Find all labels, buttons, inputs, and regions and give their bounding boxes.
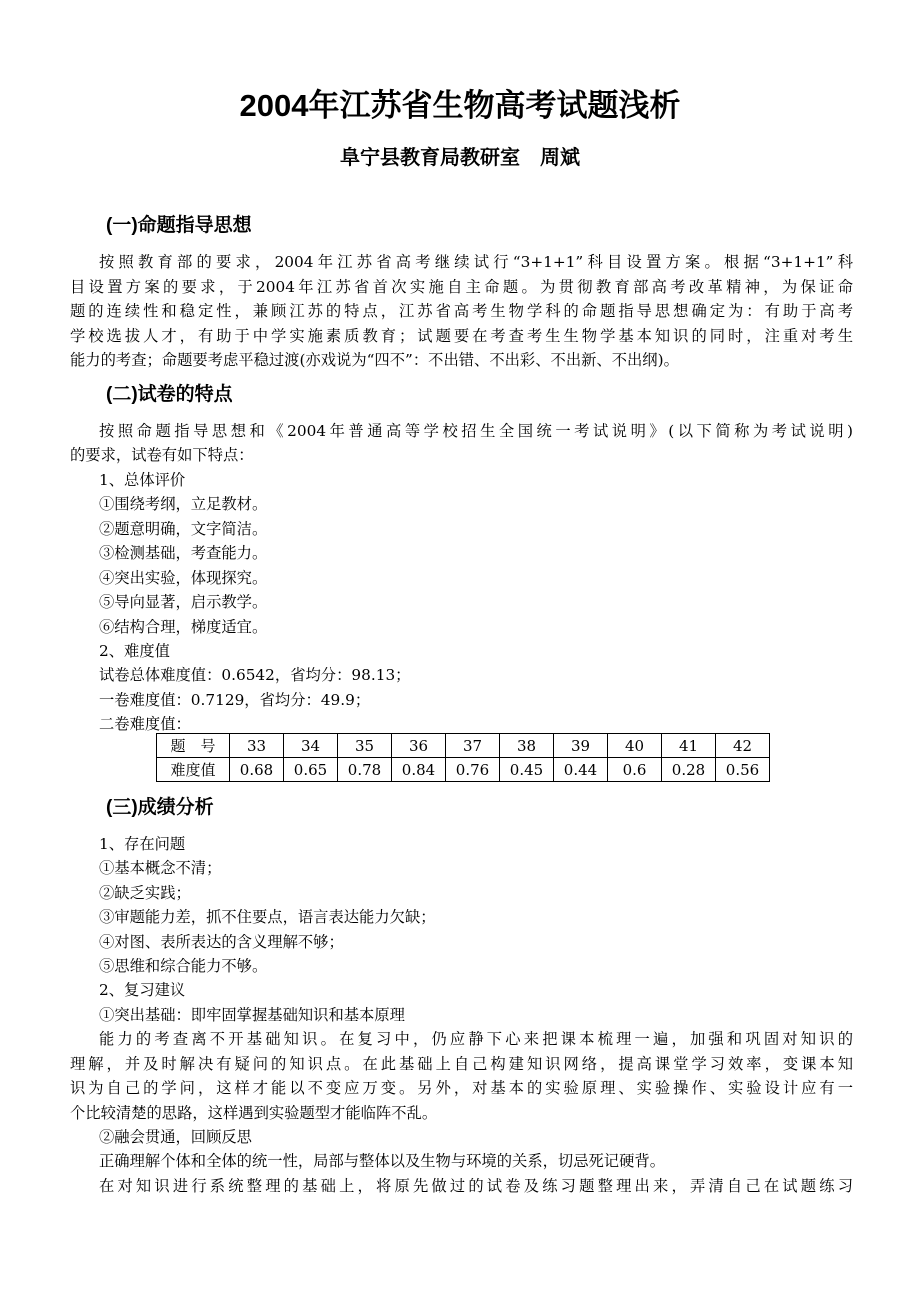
table-row [157, 758, 770, 782]
overall-item: ②题意明确，文字简洁。 [99, 520, 268, 538]
table-cell: 33 [230, 734, 284, 758]
difficulty-line: 试卷总体难度值：0.6542，省均分：98.13； [99, 666, 411, 684]
author-line: 阜宁县教育局教研室 周斌 [340, 147, 580, 169]
table-cell: 41 [662, 734, 716, 758]
overall-item: ⑤导向显著，启示教学。 [99, 593, 268, 611]
table-cell: 0.6 [608, 758, 662, 782]
page-title: 2004年江苏省生物高考试题浅析 [239, 88, 681, 123]
review-1-line: 理解，并及时解决有疑问的知识点。在此基础上自己构建知识网络，提高课堂学习效率，变课本知 [70, 1055, 853, 1073]
review-2-line: 正确理解个体和全体的统一性，局部与整体以及生物与环境的关系，切忌死记硬背。 [99, 1152, 665, 1170]
review-1-line: 识为自己的学问，这样才能以不变应万变。另外，对基本的实验原理、实验操作、实验设计应有一 [70, 1079, 853, 1097]
table-cell: 0.78 [338, 758, 392, 782]
problem-item: ⑤思维和综合能力不够。 [99, 957, 268, 975]
section-1-heading: (一)命题指导思想 [106, 215, 252, 236]
table-row [157, 734, 770, 758]
problem-item: ①基本概念不清； [99, 859, 222, 877]
review-1-title: ①突出基础：即牢固掌握基础知识和基本原理 [99, 1006, 405, 1024]
table-cell: 34 [284, 734, 338, 758]
table-cell: 42 [716, 734, 770, 758]
problem-item: ④对图、表所表达的含义理解不够； [99, 933, 344, 951]
section-3-heading: (三)成绩分析 [106, 797, 214, 818]
table-cell: 36 [392, 734, 446, 758]
table-cell: 0.45 [500, 758, 554, 782]
table-cell: 0.56 [716, 758, 770, 782]
table-cell: 0.84 [392, 758, 446, 782]
overall-item: ④突出实验，体现探究。 [99, 569, 268, 587]
overall-item: ⑥结构合理，梯度适宜。 [99, 618, 268, 636]
review-2-title: ②融会贯通，回顾反思 [99, 1128, 252, 1146]
overall-item: ①围绕考纲，立足教材。 [99, 495, 268, 513]
section-1-paragraph-line: 题的连续性和稳定性，兼顾江苏的特点，江苏省高考生物学科的命题指导思想确定为：有助于高考 [70, 302, 853, 320]
difficulty-table [156, 733, 770, 782]
table-header-cell: 题 号 [157, 734, 230, 758]
table-cell: 38 [500, 734, 554, 758]
review-1-line: 能力的考查离不开基础知识。在复习中，仍应静下心来把课本梳理一遍，加强和巩固对知识的 [99, 1030, 853, 1048]
problems-title: 1、存在问题 [99, 835, 186, 853]
review-title: 2、复习建议 [99, 981, 186, 999]
problem-item: ②缺乏实践； [99, 884, 191, 902]
section-1-paragraph-line: 按照教育部的要求，2004年江苏省高考继续试行“3+1+1”科目设置方案。根据“3+1+1”科 [99, 253, 853, 271]
table-cell: 0.76 [446, 758, 500, 782]
difficulty-line: 一卷难度值：0.7129，省均分：49.9； [99, 691, 371, 709]
table-cell: 0.28 [662, 758, 716, 782]
section-1-paragraph-line: 目设置方案的要求，于2004年江苏省首次实施自主命题。为贯彻教育部高考改革精神，为保证命 [70, 278, 853, 296]
table-cell: 39 [554, 734, 608, 758]
overall-item: ③检测基础，考查能力。 [99, 544, 268, 562]
review-2-line: 在对知识进行系统整理的基础上，将原先做过的试卷及练习题整理出来，弄清自己在试题练习 [99, 1177, 853, 1195]
difficulty-title: 2、难度值 [99, 642, 170, 660]
overall-evaluation-title: 1、总体评价 [99, 471, 186, 489]
table-cell: 40 [608, 734, 662, 758]
table-cell: 37 [446, 734, 500, 758]
table-header-cell: 难度值 [157, 758, 230, 782]
section-1-paragraph-line: 学校选拔人才，有助于中学实施素质教育；试题要在考查考生生物学基本知识的同时，注重对考生 [70, 327, 853, 345]
problem-item: ③审题能力差，抓不住要点，语言表达能力欠缺； [99, 908, 436, 926]
difficulty-line: 二卷难度值： [99, 715, 191, 733]
section-2-heading: (二)试卷的特点 [106, 384, 233, 405]
review-1-line: 个比较清楚的思路，这样遇到实验题型才能临阵不乱。 [70, 1104, 438, 1122]
table-cell: 0.44 [554, 758, 608, 782]
table-cell: 0.68 [230, 758, 284, 782]
section-1-paragraph-line: 能力的考查；命题要考虑平稳过渡(亦戏说为“四不”：不出错、不出彩、不出新、不出纲)。 [70, 351, 679, 369]
table-cell: 0.65 [284, 758, 338, 782]
section-2-intro-line: 按照命题指导思想和《2004年普通高等学校招生全国统一考试说明》(以下简称为考试说明) [99, 422, 853, 440]
section-2-intro-line: 的要求，试卷有如下特点： [70, 446, 254, 464]
table-cell: 35 [338, 734, 392, 758]
